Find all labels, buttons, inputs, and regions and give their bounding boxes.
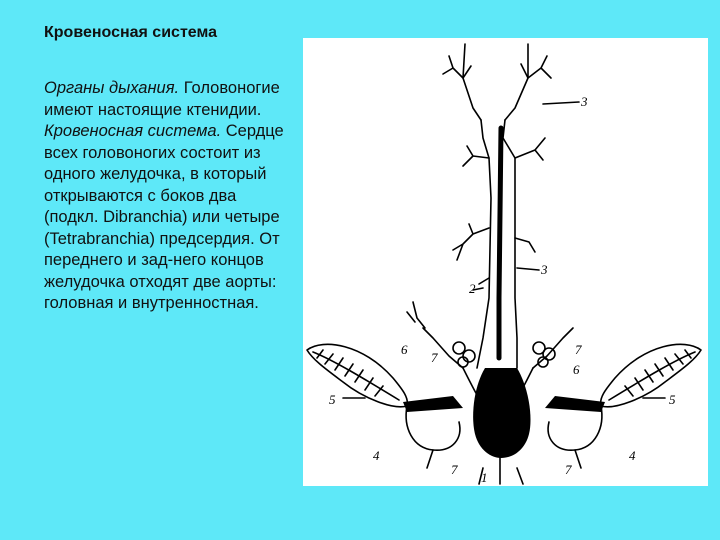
circulatory-system-figure <box>303 38 708 486</box>
label-3-mid: 3 <box>541 262 548 277</box>
label-3-top: 3 <box>581 94 588 109</box>
label-5-left: 5 <box>329 392 336 407</box>
label-6-left: 6 <box>401 342 408 357</box>
label-2: 2 <box>469 281 476 296</box>
paragraph-respiration <box>44 78 284 121</box>
label-5-right: 5 <box>669 392 676 407</box>
italic-lead: Органы дыхания. <box>44 79 180 97</box>
label-4-left: 4 <box>373 448 380 463</box>
slide-title: Кровеносная система <box>44 24 217 41</box>
paragraph-text: Сердце всех головоногих состоит из одного желудочка, в который открываются с боков два (подкл. Dibranchia) или четыре (Tetrabranchia) предсердия. От переднего и зад-него концов желудочка отходят две аорты: головная и внутренностная. <box>44 122 284 312</box>
circulatory-diagram <box>303 38 708 486</box>
body-text <box>44 78 284 315</box>
paragraph-text: Головоногие имеют настоящие ктенидии. <box>44 79 280 119</box>
label-7-bottom-right: 7 <box>565 462 572 477</box>
paragraph-circulation <box>44 121 284 315</box>
label-1: 1 <box>481 470 488 485</box>
label-4-right: 4 <box>629 448 636 463</box>
label-6-right: 6 <box>573 362 580 377</box>
label-7-left: 7 <box>431 350 438 365</box>
label-7-bottom-left: 7 <box>451 462 458 477</box>
label-7-right: 7 <box>575 342 582 357</box>
italic-lead: Кровеносная система. <box>44 122 222 140</box>
